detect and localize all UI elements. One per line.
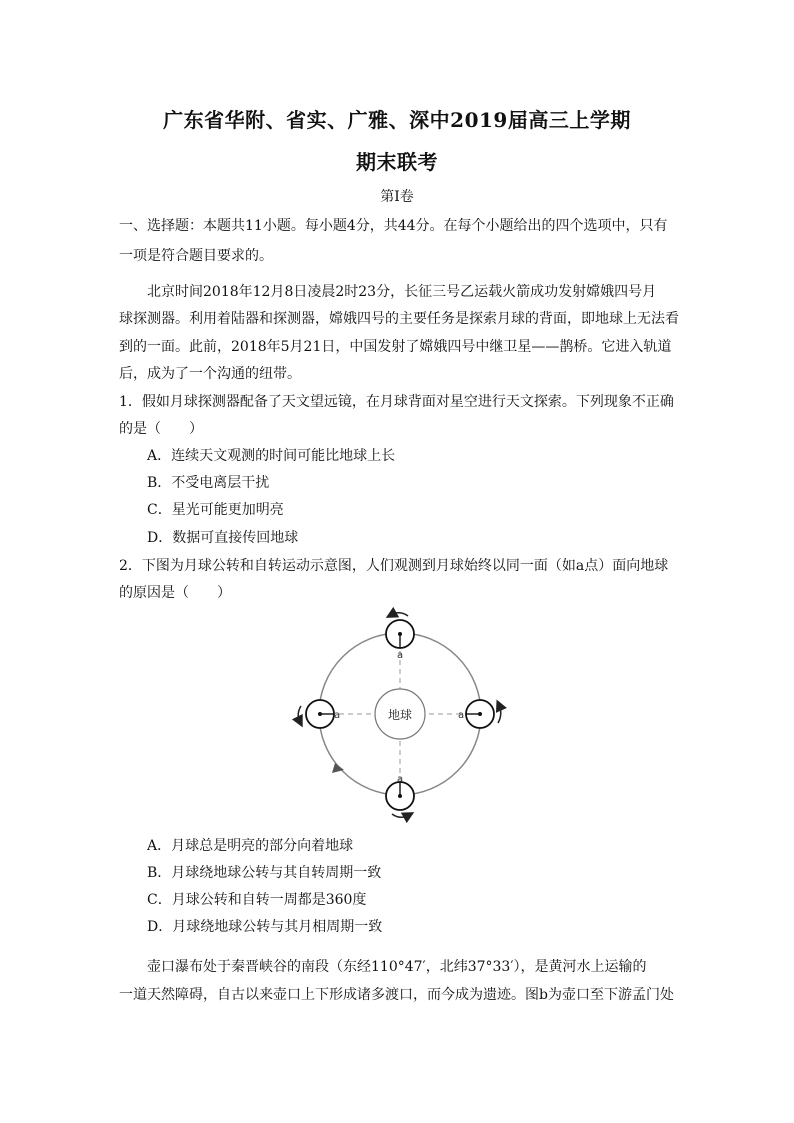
question1-stem-line2: 的是（ ） bbox=[119, 421, 203, 437]
passage1-line: 球探测器。利用着陆器和探测器，嫦娥四号的主要任务是探索月球的背面，即地球上无法看 bbox=[119, 311, 679, 327]
exam-title-line1: 广东省华附、省实、广雅、深中2019届高三上学期 bbox=[163, 108, 631, 132]
moon-bottom-center bbox=[398, 794, 402, 798]
moon-right-center bbox=[478, 712, 482, 716]
passage1-line: 到的一面。此前，2018年5月21日，中国发射了嫦娥四号中继卫星——鹊桥。它进入轨道 bbox=[119, 339, 672, 355]
passage2-line: 一道天然障碍，自古以来壶口上下形成诸多渡口，而今成为遗迹。图b为壶口至下游孟门处 bbox=[119, 987, 674, 1003]
question2-stem-line2: 的原因是（ ） bbox=[119, 585, 231, 601]
moon-orbit-diagram bbox=[282, 602, 522, 824]
question1-stem-line1: 1．假如月球探测器配备了天文望远镜，在月球背面对星空进行天文探索。下列现象不正确 bbox=[119, 394, 674, 410]
rotation-arrow-top bbox=[391, 613, 408, 616]
question2-option-d: D．月球绕地球公转与其月相周期一致 bbox=[147, 919, 383, 935]
volume-label: 第Ⅰ卷 bbox=[380, 189, 414, 205]
moon-orbit-svg bbox=[282, 602, 522, 824]
point-a-label: a bbox=[397, 774, 404, 785]
earth-label: 地球 bbox=[387, 708, 413, 722]
question1-option-b: B．不受电离层干扰 bbox=[147, 475, 270, 491]
question2-option-c: C．月球公转和自转一周都是360度 bbox=[147, 892, 367, 908]
exam-title-line2: 期末联考 bbox=[356, 150, 438, 174]
section-instructions-line1: 一、选择题：本题共11小题。每小题4分，共44分。在每个小题给出的四个选项中，只有 bbox=[119, 218, 668, 234]
question2-stem-line1: 2．下图为月球公转和自转运动示意图，人们观测到月球始终以同一面（如a点）面向地球 bbox=[119, 558, 669, 574]
passage2-line: 壶口瀑布处于秦晋峡谷的南段（东经110°47′，北纬37°33′），是黄河水上运输的 bbox=[147, 959, 647, 975]
question2-option-b: B．月球绕地球公转与其自转周期一致 bbox=[147, 865, 382, 881]
rotation-arrow-left bbox=[298, 706, 301, 722]
rotation-arrow-bottom bbox=[392, 814, 409, 817]
point-a-label: a bbox=[397, 650, 404, 661]
question1-option-c: C．星光可能更加明亮 bbox=[147, 502, 284, 518]
question1-option-a: A．连续天文观测的时间可能比地球上长 bbox=[147, 448, 396, 464]
point-a-label: a bbox=[458, 710, 465, 721]
rotation-arrow-right bbox=[498, 705, 501, 723]
question2-option-a: A．月球总是明亮的部分向着地球 bbox=[147, 838, 354, 854]
moon-left-center bbox=[318, 712, 322, 716]
moon-top-center bbox=[398, 632, 402, 636]
point-a-label: a bbox=[334, 710, 341, 721]
question1-option-d: D．数据可直接传回地球 bbox=[147, 530, 299, 546]
section-instructions-line2: 一项是符合题目要求的。 bbox=[119, 248, 273, 264]
passage1-line: 后，成为了一个沟通的纽带。 bbox=[119, 366, 301, 382]
passage1-line: 北京时间2018年12月8日凌晨2时23分，长征三号乙运载火箭成功发射嫦娥四号月 bbox=[147, 284, 657, 300]
